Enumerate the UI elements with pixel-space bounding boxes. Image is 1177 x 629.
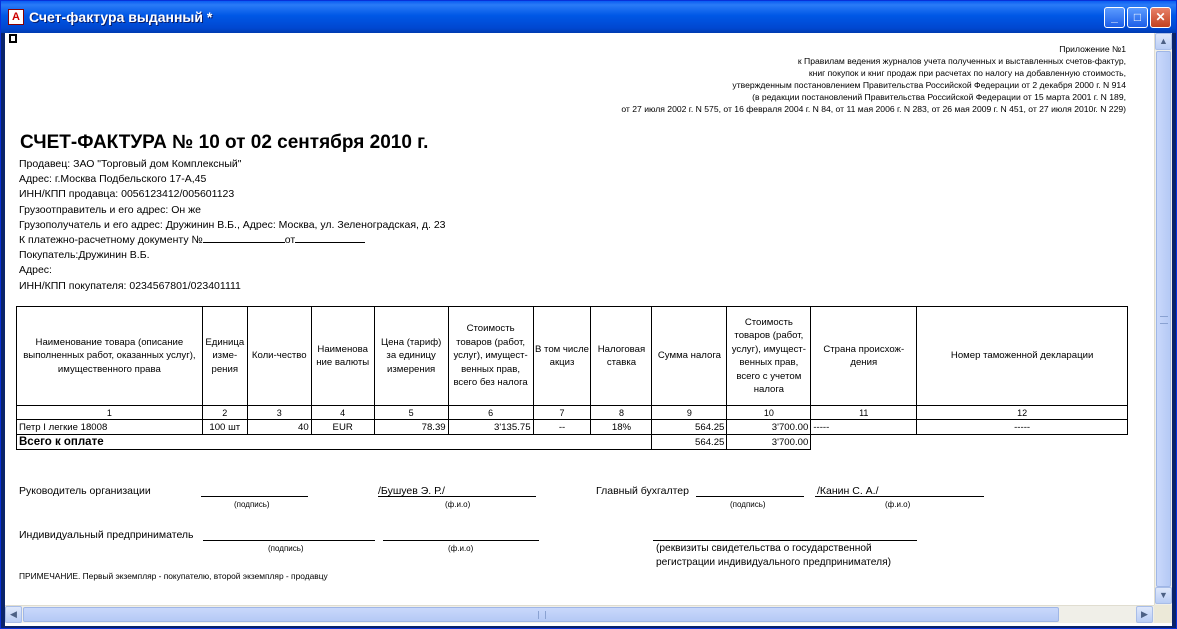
scroll-up-icon[interactable]: ▲	[1155, 33, 1172, 50]
invoice-table	[16, 306, 1128, 450]
payment-doc-date-blank	[295, 233, 365, 243]
payment-document	[19, 233, 446, 248]
cell-country: -----	[811, 420, 917, 435]
column-header: Цена (тариф) за единицу измерения	[374, 307, 448, 406]
grip-icon	[1160, 316, 1168, 324]
registration-note-1: (реквизиты свидетельства о государственной	[656, 543, 872, 554]
close-button[interactable]: ✕	[1150, 7, 1171, 28]
appendix-line: (в редакции постановлений Правительства Российской Федерации от 15 марта 2001 г. N 189,	[752, 92, 1126, 103]
cell-tax-sum: 564.25	[652, 420, 727, 435]
column-number: 8	[591, 406, 652, 420]
appendix-line: к Правилам ведения журналов учета полученных и выставленных счетов-фактур,	[797, 56, 1126, 67]
cell-qty: 40	[247, 420, 311, 435]
entrepreneur-signature-line	[203, 540, 375, 541]
appendix-line: книг покупок и книг продаж при расчетах по налогу на добавленную стоимость,	[808, 68, 1126, 79]
chief-accountant-label: Главный бухгалтер	[596, 485, 689, 497]
head-name: /Бушуев Э. Р./	[378, 485, 445, 497]
head-signature-line	[201, 496, 308, 497]
shipper: Грузоотправитель и его адрес: Он же	[19, 203, 201, 216]
column-number: 12	[917, 406, 1128, 420]
column-header: Номер таможенной декларации	[917, 307, 1128, 406]
title-bar[interactable]	[1, 1, 1176, 33]
column-header: Стоимость товаров (работ, услуг), имущест-венных прав, всего без налога	[448, 307, 533, 406]
cell-currency: EUR	[311, 420, 374, 435]
total-row-spacer	[811, 435, 1128, 450]
horizontal-scrollbar[interactable]	[5, 605, 1154, 623]
chief-accountant-fio-caption: (ф.и.о)	[885, 500, 911, 509]
appendix-note	[621, 43, 1126, 116]
scroll-right-icon[interactable]: ▶	[1136, 606, 1153, 623]
chief-accountant-sign-caption: (подпись)	[730, 500, 766, 509]
total-tax: 564.25	[652, 435, 727, 450]
column-header: Наименование товара (описание выполненных работ, оказанных услуг), имущественного права	[17, 307, 203, 406]
column-header: Страна происхож-дения	[811, 307, 917, 406]
column-number: 5	[374, 406, 448, 420]
column-number-row	[17, 406, 1128, 420]
buyer-inn: ИНН/КПП покупателя: 0234567801/023401111	[19, 279, 241, 292]
head-sign-caption: (подпись)	[234, 500, 270, 509]
table-row[interactable]	[17, 420, 1128, 435]
maximize-button[interactable]: □	[1127, 7, 1148, 28]
scroll-left-icon[interactable]: ◀	[5, 606, 22, 623]
column-header: Сумма налога	[652, 307, 727, 406]
seller-inn: ИНН/КПП продавца: 0056123412/005601123	[19, 188, 235, 201]
cell-tax-rate: 18%	[591, 420, 652, 435]
horizontal-scroll-thumb[interactable]	[23, 607, 1059, 622]
column-header: Стоимость товаров (работ, услуг), имущест-венных прав, всего с учетом налога	[727, 307, 811, 406]
cell-declaration: -----	[917, 420, 1128, 435]
minimize-button[interactable]: _	[1104, 7, 1125, 28]
vertical-scrollbar[interactable]	[1154, 33, 1172, 605]
total-row	[17, 435, 1128, 450]
invoice-details	[19, 157, 446, 294]
entrepreneur-fio-caption: (ф.и.о)	[448, 544, 474, 553]
footnote: ПРИМЕЧАНИЕ. Первый экземпляр - покупателю, второй экземпляр - продавцу	[19, 571, 328, 581]
payment-doc-number-blank	[203, 233, 285, 243]
window-title: Счет-фактура выданный *	[29, 9, 213, 25]
entrepreneur-name-line	[383, 540, 539, 541]
head-fio-caption: (ф.и.о)	[445, 500, 471, 509]
chief-accountant-name: /Канин С. А./	[817, 485, 879, 497]
column-number: 1	[17, 406, 203, 420]
column-number: 4	[311, 406, 374, 420]
chief-accountant-name-line	[815, 496, 984, 497]
registration-note-2: регистрации индивидуального предпринимателя)	[656, 557, 891, 568]
grip-icon	[538, 611, 546, 619]
appendix-line: от 27 июля 2002 г. N 575, от 16 февраля 2004 г. N 84, от 11 мая 2006 г. N 283, от 26 мая 2009 г. N 451, от 27 июля 2010г. N 229)	[621, 104, 1126, 115]
cell-excise: --	[533, 420, 591, 435]
total-label: Всего к оплате	[17, 435, 652, 450]
invoice-document	[5, 33, 1154, 605]
column-number: 2	[202, 406, 247, 420]
scrollbar-corner	[1154, 605, 1172, 623]
payment-doc-label: К платежно-расчетному документу №	[19, 234, 203, 247]
head-label: Руководитель организации	[19, 485, 151, 497]
appendix-line: Приложение №1	[1059, 44, 1126, 54]
column-number: 11	[811, 406, 917, 420]
column-header: Налоговая ставка	[591, 307, 652, 406]
payment-doc-from-label: от	[284, 234, 296, 247]
buyer: Покупатель:Дружинин В.Б.	[19, 249, 150, 262]
total-sum: 3'700.00	[727, 435, 811, 450]
document-viewport	[5, 33, 1172, 626]
appendix-line: утвержденным постановлением Правительства Российской Федерации от 2 декабря 2000 г. N 914	[732, 80, 1126, 91]
column-header: Коли-чество	[247, 307, 311, 406]
column-header: Единица изме-рения	[202, 307, 247, 406]
buyer-address: Адрес:	[19, 264, 52, 277]
cell-cost-without-tax: 3'135.75	[448, 420, 533, 435]
column-number: 9	[652, 406, 727, 420]
cell-name: Петр I легкие 18008	[17, 420, 203, 435]
vertical-scroll-thumb[interactable]	[1156, 51, 1171, 587]
entrepreneur-sign-caption: (подпись)	[268, 544, 304, 553]
registration-line	[653, 540, 917, 541]
cell-cost-with-tax: 3'700.00	[727, 420, 811, 435]
chief-accountant-signature-line	[696, 496, 804, 497]
corner-marker-icon	[9, 34, 17, 43]
head-name-line	[378, 496, 536, 497]
column-header: Наименова ние валюты	[311, 307, 374, 406]
scroll-down-icon[interactable]: ▼	[1155, 587, 1172, 604]
cell-price: 78.39	[374, 420, 448, 435]
column-number: 7	[533, 406, 591, 420]
seller-address: Адрес: г.Москва Подбельского 17-А,45	[19, 173, 207, 186]
consignee: Грузополучатель и его адрес: Дружинин В.Б., Адрес: Москва, ул. Зеленоградская, д. 23	[19, 218, 446, 231]
entrepreneur-label: Индивидуальный предприниматель	[19, 529, 194, 541]
table-header-row	[17, 307, 1128, 406]
column-number: 6	[448, 406, 533, 420]
seller: Продавец: ЗАО "Торговый дом Комплексный"	[19, 158, 242, 170]
column-number: 3	[247, 406, 311, 420]
app-icon[interactable]: A	[8, 9, 24, 25]
column-header: В том числе акциз	[533, 307, 591, 406]
cell-unit: 100 шт	[202, 420, 247, 435]
column-number: 10	[727, 406, 811, 420]
invoice-title: СЧЕТ-ФАКТУРА № 10 от 02 сентября 2010 г.	[20, 132, 429, 153]
